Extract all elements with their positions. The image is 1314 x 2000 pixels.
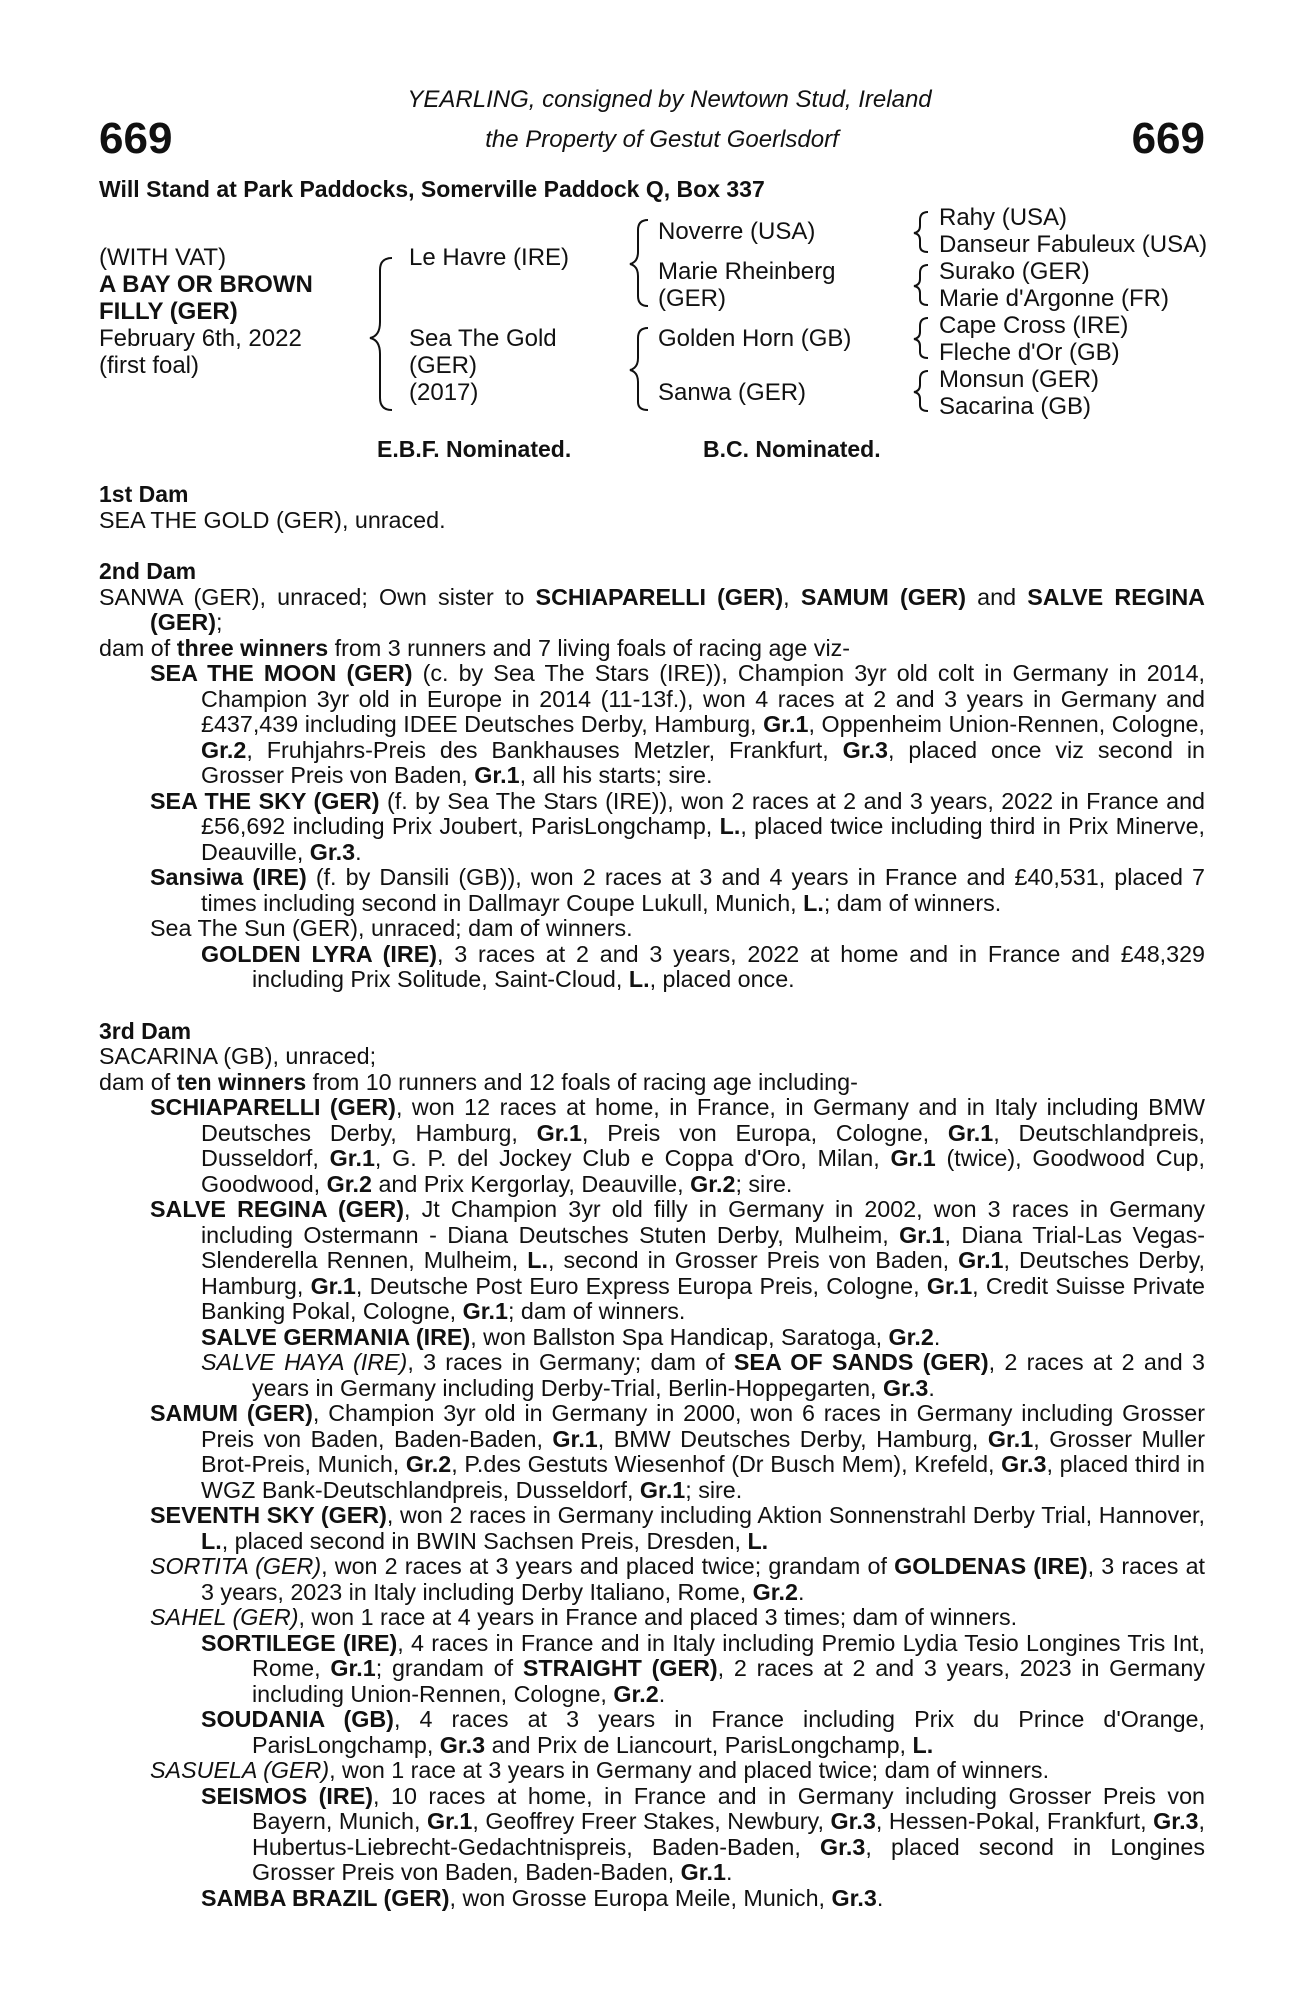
dam-line-3: (2017) <box>409 379 479 406</box>
gen3-3: Surako (GER) <box>939 258 1090 285</box>
lot-number-left: 669 <box>99 114 173 163</box>
produce-entry: SALVE HAYA (IRE), 3 races in Germany; dam of SEA OF SANDS (GER), 2 races at 2 and 3 years in Germany including Derby-Trial, Berlin-Hoppegarten, Gr.3. <box>201 1349 1205 1401</box>
produce-entry: GOLDEN LYRA (IRE), 3 races at 2 and 3 years, 2022 at home and in France and £48,329 including Prix Solitude, Saint-Cloud, L., placed once. <box>201 940 1206 992</box>
produce-entry: SAHEL (GER), won 1 race at 4 years in France and placed 3 times; dam of winners. <box>150 1604 1018 1630</box>
bc-nomination: B.C. Nominated. <box>703 436 881 462</box>
produce-entry: SASUELA (GER), won 1 race at 3 years in Germany and placed twice; dam of winners. <box>150 1757 1050 1783</box>
foal-note: (first foal) <box>99 352 200 379</box>
produce-entry: SEVENTH SKY (GER), won 2 races in Germany including Aktion Sonnenstrahl Derby Trial, Hannover, L., placed second in BWIN Sachsen Preis, Dresden, L. <box>150 1502 1206 1554</box>
produce-entry: SORTILEGE (IRE), 4 races in France and in Italy including Premio Lydia Tesio Longines Tris Int, Rome, Gr.1; grandam of STRAIGHT (GER), 2 races at 2 and 3 years, 2023 in Germany including Union-Rennen, Cologne, Gr.2. <box>201 1629 1205 1707</box>
second-dam-heading: 2nd Dam <box>99 558 197 584</box>
produce-entry: SAMBA BRAZIL (GER), won Grosse Europa Meile, Munich, Gr.3. <box>201 1884 884 1911</box>
produce-entry: SAMUM (GER), Champion 3yr old in Germany in 2000, won 6 races in Germany including Grosser Preis von Baden, Baden-Baden, Gr.1, BMW Deutsches Derby, Hamburg, Gr.1, Grosser Muller Brot-Preis, Munich, Gr.2, P.des Gestuts Wiesenhof (Dr Busch Mem), Krefeld, Gr.3, placed third in WGZ Bank-Deutschlandpreis, Dusseldorf, Gr.1; sire. <box>150 1400 1206 1503</box>
produce-entry: SEA THE SKY (GER) (f. by Sea The Stars (IRE)), won 2 races at 2 and 3 years, 2022 in France and £56,692 including Prix Joubert, ParisLongchamp, L., placed twice including third in Prix Minerve, Deauville, Gr.3. <box>150 787 1205 865</box>
produce-record <box>99 482 1205 1911</box>
dam-line-2: (GER) <box>409 352 477 379</box>
produce-entry: SALVE GERMANIA (IRE), won Ballston Spa Handicap, Saratoga, Gr.2. <box>201 1323 941 1350</box>
produce-entry: SEA THE MOON (GER) (c. by Sea The Stars (IRE)), Champion 3yr old colt in Germany in 2014, Champion 3yr old in Europe in 2014 (11-13f.), won 4 races at 2 and 3 years in Germany and £437,439 including IDEE Deutsches Derby, Hamburg, Gr.1, Oppenheim Union-Rennen, Cologne, Gr.2, Fruhjahrs-Preis des Bankhauses Metzler, Frankfurt, Gr.3, placed once viz second in Grosser Preis von Baden, Gr.1, all his starts; sire. <box>150 660 1206 788</box>
third-dam-intro: SACARINA (GB), unraced; <box>99 1043 377 1069</box>
subject-name-1: A BAY OR BROWN <box>99 271 313 298</box>
sire-dam-1: Marie Rheinberg <box>658 258 836 285</box>
produce-entry: SORTITA (GER), won 2 races at 3 years and placed twice; grandam of GOLDENAS (IRE), 3 races at 3 years, 2023 in Italy including Derby Italiano, Rome, Gr.2. <box>150 1553 1205 1605</box>
third-dam-heading: 3rd Dam <box>99 1017 192 1044</box>
dam-line-1: Sea The Gold <box>409 325 557 352</box>
ebf-nomination: E.B.F. Nominated. <box>377 436 572 462</box>
third-dam-summary: dam of ten winners from 10 runners and 12 foals of racing age including- <box>99 1068 858 1095</box>
vat-note: (WITH VAT) <box>99 244 227 271</box>
produce-entry: Sansiwa (IRE) (f. by Dansili (GB)), won 2 races at 3 and 4 years in France and £40,531, placed 7 times including second in Dallmayr Coupe Lukull, Munich, L.; dam of winners. <box>150 864 1205 916</box>
consignor-line: YEARLING, consigned by Newtown Stud, Ireland <box>407 86 932 113</box>
lot-number-right: 669 <box>1131 114 1205 163</box>
stand-location: Will Stand at Park Paddocks, Somerville Paddock Q, Box 337 <box>99 176 765 202</box>
pedigree-braces <box>0 0 1314 440</box>
date-of-birth: February 6th, 2022 <box>99 325 302 352</box>
gen3-7: Monsun (GER) <box>939 366 1100 393</box>
first-dam-heading: 1st Dam <box>99 481 189 507</box>
produce-entry: SCHIAPARELLI (GER), won 12 races at home, in France, in Germany and in Italy including BMW Deutsches Derby, Hamburg, Gr.1, Preis von Europa, Cologne, Gr.1, Deutschlandpreis, Dusseldorf, Gr.1, G. P. del Jockey Club e Coppa d'Oro, Milan, Gr.1 (twice), Goodwood Cup, Goodwood, Gr.2 and Prix Kergorlay, Deauville, Gr.2; sire. <box>150 1094 1206 1197</box>
gen3-8: Sacarina (GB) <box>939 393 1092 420</box>
property-line: the Property of Gestut Goerlsdorf <box>485 126 839 153</box>
dam-sire: Golden Horn (GB) <box>658 325 852 352</box>
sire: Le Havre (IRE) <box>409 244 570 271</box>
second-dam-intro: SANWA (GER), unraced; Own sister to SCHIAPARELLI (GER), SAMUM (GER) and SALVE REGINA (GER); <box>99 583 1205 635</box>
subject-name-2: FILLY (GER) <box>99 298 238 325</box>
produce-entry: SALVE REGINA (GER), Jt Champion 3yr old filly in Germany in 2002, won 3 races in Germany including Ostermann - Diana Deutsches Stuten Derby, Mulheim, Gr.1, Diana Trial-Las Vegas-Slenderella Rennen, Mulheim, L., second in Grosser Preis von Baden, Gr.1, Deutsches Derby, Hamburg, Gr.1, Deutsche Post Euro Express Europa Preis, Cologne, Gr.1, Credit Suisse Private Banking Pokal, Cologne, Gr.1; dam of winners. <box>150 1196 1206 1324</box>
gen3-2: Danseur Fabuleux (USA) <box>939 231 1208 258</box>
gen3-6: Fleche d'Or (GB) <box>939 339 1120 366</box>
gen3-5: Cape Cross (IRE) <box>939 312 1129 339</box>
sire-sire: Noverre (USA) <box>658 218 816 245</box>
gen3-4: Marie d'Argonne (FR) <box>939 285 1169 312</box>
sire-dam-2: (GER) <box>658 285 726 312</box>
produce-entry: Sea The Sun (GER), unraced; dam of winners. <box>150 915 633 941</box>
gen3-1: Rahy (USA) <box>939 204 1068 231</box>
second-dam-summary: dam of three winners from 3 runners and 7 living foals of racing age viz- <box>99 634 851 661</box>
first-dam-text: SEA THE GOLD (GER), unraced. <box>99 506 446 533</box>
produce-entry: SOUDANIA (GB), 4 races at 3 years in France including Prix du Prince d'Orange, ParisLongchamp, Gr.3 and Prix de Liancourt, ParisLongchamp, L. <box>201 1706 1205 1758</box>
produce-entry: SEISMOS (IRE), 10 races at home, in France and in Germany including Grosser Preis von Bayern, Munich, Gr.1, Geoffrey Freer Stakes, Newbury, Gr.3, Hessen-Pokal, Frankfurt, Gr.3, Hubertus-Liebrecht-Gedachtnispreis, Baden-Baden, Gr.3, placed second in Longines Grosser Preis von Baden, Baden-Baden, Gr.1. <box>201 1782 1205 1885</box>
dam-dam: Sanwa (GER) <box>658 379 807 406</box>
